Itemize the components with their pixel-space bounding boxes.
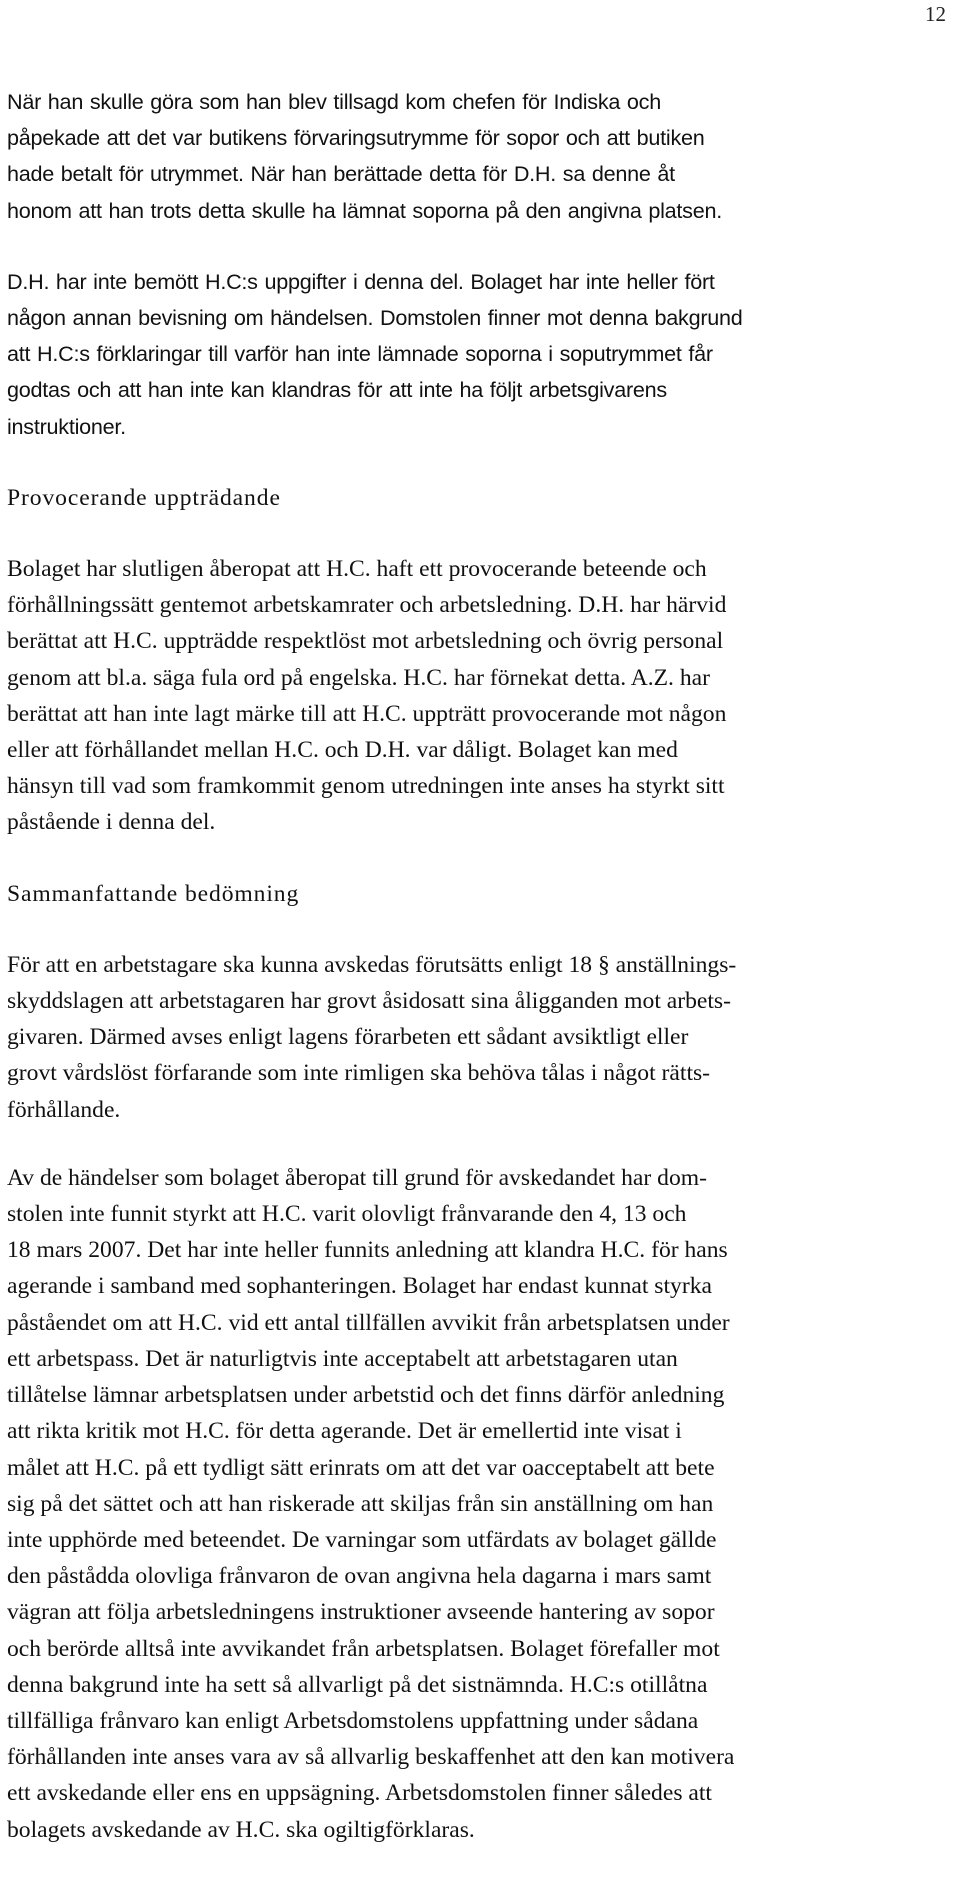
paragraph-court-finding-garbage: D.H. har inte bemött H.C:s uppgifter i denna del. Bolaget har inte heller fört någon annan bevisning om händelsen. Domstolen finner mot denna bakgrund att H.C:s förklaringar till varför han inte lämnade soporna i soputrymmet får godtas och att han inte kan klandras för att inte ha följt arbetsgivarens instruktioner. (7, 268, 743, 439)
paragraph-conclusion: Av de händelser som bolaget åberopat till grund för avskedandet har dom- stolen inte funnit styrkt att H.C. varit olovligt frånvarande den 4, 13 och 18 mars 2007. Det har inte heller funnits anledning att klandra H.C. för hans agerande i samband med sophanteringen. Bolaget har endast kunnat styrka påståendet om att H.C. vid ett antal tillfällen avvikit från arbetsplatsen under ett arbetspass. Det är naturligtvis inte acceptabelt att arbetstagaren utan tillåtelse lämnar arbetsplatsen under arbetstid och det finns därför anledning att rikta kritik mot H.C. för detta agerande. Det är emellertid inte visat i målet att H.C. på ett tydligt sätt erinrats om att det var oacceptabelt att bete sig på det sättet och att han riskerade att skiljas från sin anställning om han inte upphörde med beteendet. De varningar som utfärdats av bolaget gällde den påstådda olovliga frånvaron de ovan angivna hela dagarna i mars samt vägran att följa arbetsledningens instruktioner avseende hantering av sopor och berörde alltså inte avvikandet från arbetsplatsen. Bolaget förefaller mot denna bakgrund inte ha sett så allvarligt på det sistnämnda. H.C:s otillåtna tillfälliga frånvaro kan enligt Arbetsdomstolens uppfattning under sådana förhållanden inte anses vara av så allvarlig beskaffenhet att den kan motivera ett avskedande eller ens en uppsägning. Arbetsdomstolen finner således att bolagets avskedande av H.C. ska ogiltigförklaras. (7, 1164, 735, 1843)
section-heading-provocative-behavior: Provocerande uppträdande (7, 484, 281, 511)
paragraph-instructions-from-chef: När han skulle göra som han blev tillsagd kom chefen för Indiska och påpekade att det var butikens förvaringsutrymme för sopor och att butiken hade betalt för utrymmet. När han berättade detta för D.H. sa denne åt honom att han trots detta skulle ha lämnat soporna på den angivna platsen. (7, 89, 722, 223)
section-heading-summary-assessment: Sammanfattande bedömning (7, 880, 300, 907)
paragraph-provocative-behavior: Bolaget har slutligen åberopat att H.C. haft ett provocerande beteende och förhållningssätt gentemot arbetskamrater och arbetsledning. D.H. har härvid berättat att H.C. uppträdde respektlöst mot arbetsledning och övrig personal genom att bl.a. säga fula ord på engelska. H.C. har förnekat detta. A.Z. har berättat att han inte lagt märke till att H.C. uppträtt provocerande mot någon eller att förhållandet mellan H.C. och D.H. var dåligt. Bolaget kan med hänsyn till vad som framkommit genom utredningen inte anses ha styrkt sitt påstående i denna del. (7, 556, 727, 836)
document-body (7, 84, 953, 1883)
page-number: 12 (925, 2, 946, 26)
paragraph-legal-standard: För att en arbetstagare ska kunna avskedas förutsätts enligt 18 § anställnings- skyddslagen att arbetstagaren har grovt åsidosatt sina åligganden mot arbets- givaren. Därmed avses enligt lagens förarbeten ett sådant avsiktligt eller grovt vårdslöst förfarande som inte rimligen ska behöva tålas i något rätts- förhållande. (7, 951, 737, 1123)
